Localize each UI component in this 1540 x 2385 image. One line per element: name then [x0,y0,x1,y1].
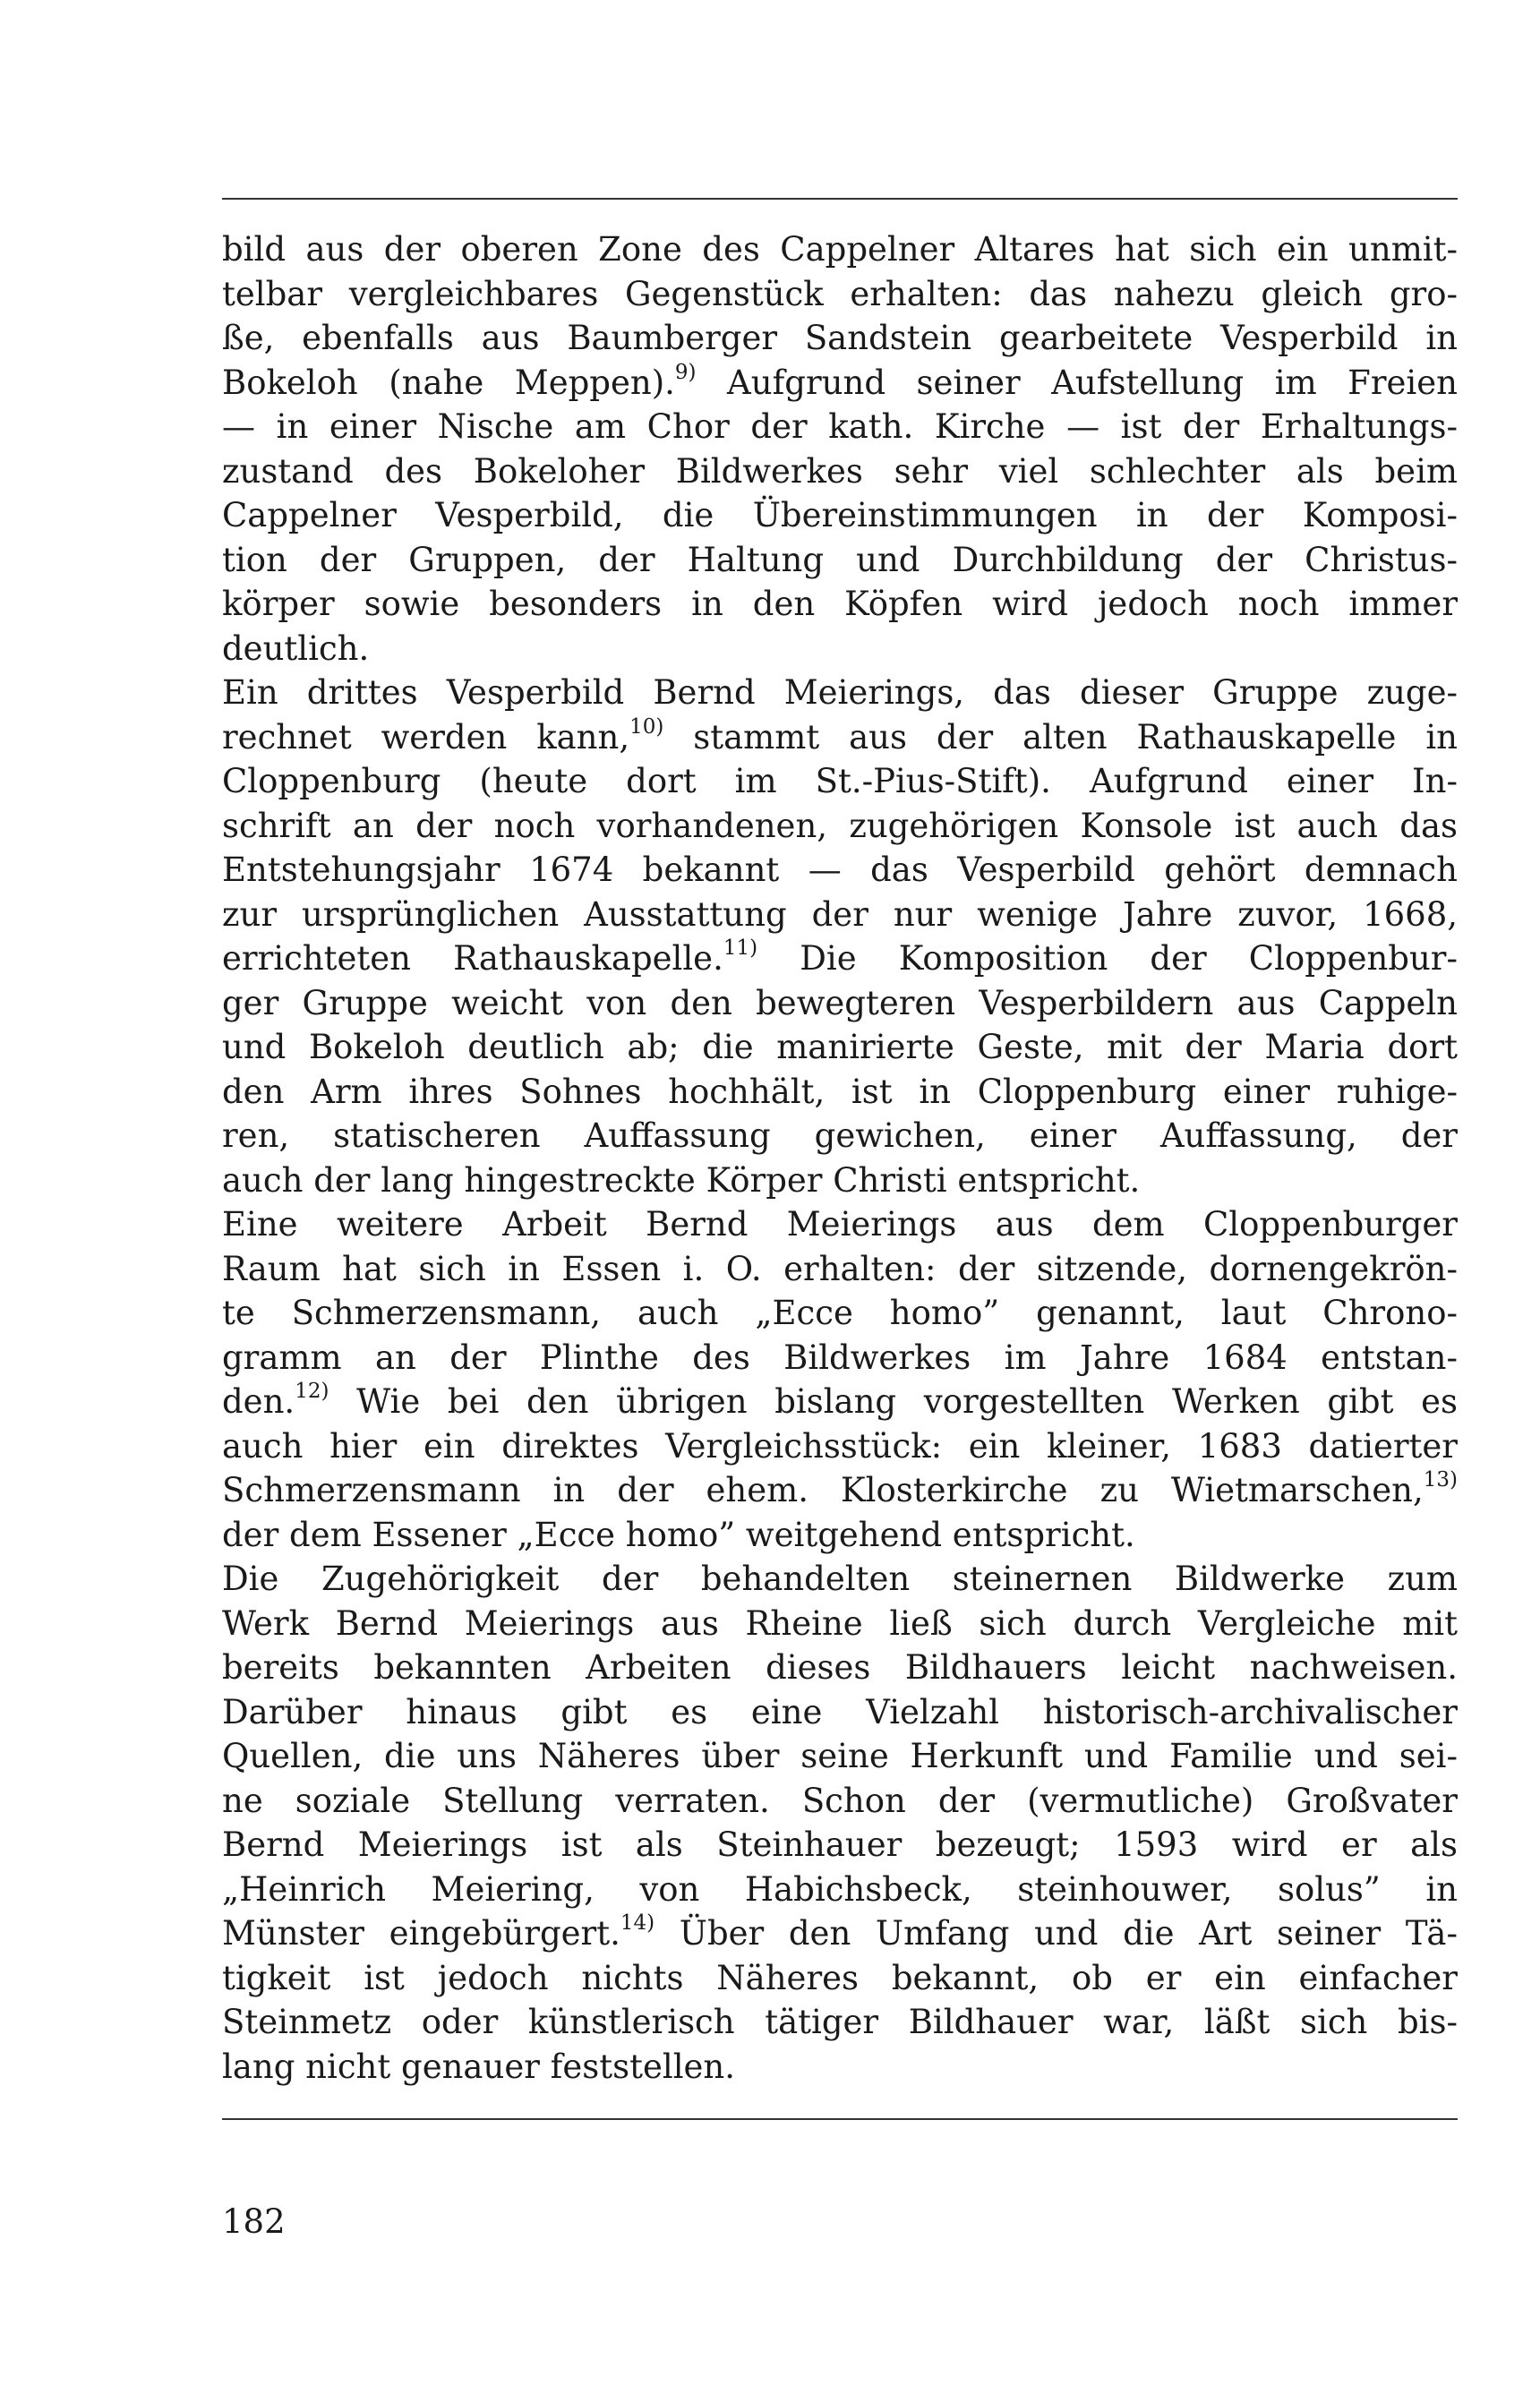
text-segment: Über den Umfang und die Art seiner Tä- [654,1914,1458,1953]
text-line: auch hier ein direktes Vergleichsstück: ein kleiner, 1683 datierter [222,1426,1458,1466]
text-line: Quellen, die uns Näheres über seine Herkunft und Familie und sei- [222,1737,1458,1775]
footnote-reference: 11) [723,936,758,960]
text-line: deutlich. [222,628,370,668]
paragraph [222,227,1458,671]
text-line: Ein drittes Vesperbild Bernd Meierings, das dieser Gruppe zuge- [222,673,1458,712]
text-line: den Arm ihres Sohnes hochhält, ist in Cloppenburg einer ruhige- [222,1072,1458,1111]
text-line [222,936,1458,981]
text-line: gramm an der Plinthe des Bildwerkes im Jahre 1684 entstan- [222,1338,1458,1377]
paragraph [222,671,1458,1202]
footnote-reference: 14) [620,1911,655,1935]
page-number: 182 [222,2202,286,2241]
text-line: Raum hat sich in Essen i. O. erhalten: der sitzende, dornengekrön- [222,1249,1458,1288]
footnote-reference: 9) [674,360,697,384]
text-line: zur ursprünglichen Ausstattung der nur wenige Jahre zuvor, 1668, [222,894,1458,934]
text-line: tion der Gruppen, der Haltung und Durchbildung der Christus- [222,540,1458,579]
text-line: der dem Essener „Ecce homo” weitgehend entspricht. [222,1515,1135,1554]
text-segment: Die Komposition der Cloppenbur- [757,939,1458,978]
text-line: lang nicht genauer feststellen. [222,2047,736,2086]
text-line: bereits bekannten Arbeiten dieses Bildhauers leicht nachweisen. [222,1648,1458,1687]
text-line [222,1468,1458,1513]
text-line: Die Zugehörigkeit der behandelten steinernen Bildwerke zum [222,1560,1458,1598]
text-line: ren, statischeren Auffassung gewichen, einer Auffassung, der [222,1116,1458,1155]
text-line [222,361,1458,406]
footnote-reference: 12) [295,1379,329,1403]
text-line: körper sowie besonders in den Köpfen wird jedoch noch immer [222,585,1458,623]
text-line: Cappelner Vesperbild, die Übereinstimmungen in der Komposi- [222,496,1458,534]
text-line: „Heinrich Meiering, von Habichsbeck, steinhouwer, solus” in [222,1869,1458,1909]
text-segment: stammt aus der alten Rathauskapelle in [663,717,1458,757]
text-line: Eine weitere Arbeit Bernd Meierings aus dem Cloppenburger [222,1205,1458,1244]
text-line: — in einer Nische am Chor der kath. Kirche — ist der Erhaltungs- [222,407,1458,446]
text-line: ger Gruppe weicht von den bewegteren Vesperbildern aus Cappeln [222,983,1458,1022]
text-line: telbar vergleichbares Gegenstück erhalten: das nahezu gleich gro- [222,274,1458,313]
text-segment: Münster eingebürgert. [222,1914,620,1953]
paragraph [222,1202,1458,1557]
text-line: ße, ebenfalls aus Baumberger Sandstein gearbeitete Vesperbild in [222,319,1458,357]
text-segment: rechnet werden kann, [222,717,630,757]
text-line: Bernd Meierings ist als Steinhauer bezeugt; 1593 wird er als [222,1825,1458,1864]
text-segment: Aufgrund seiner Aufstellung im Freien [696,363,1458,402]
text-line: Darüber hinaus gibt es eine Vielzahl historisch-archivalischer [222,1692,1458,1731]
text-segment: errichteten Rathauskapelle. [222,939,723,978]
text-segment: den. [222,1382,295,1421]
text-line: te Schmerzensmann, auch „Ecce homo” genannt, laut Chrono- [222,1294,1458,1332]
text-line: tigkeit ist jedoch nichts Näheres bekannt, ob er ein einfacher [222,1958,1458,1997]
text-line: auch der lang hingestreckte Körper Christi entspricht. [222,1160,1141,1200]
footnote-reference: 10) [629,714,664,739]
top-rule [222,198,1458,200]
text-line: Entstehungsjahr 1674 bekannt — das Vesperbild gehört demnach [222,851,1458,889]
text-line: schrift an der noch vorhandenen, zugehörigen Konsole ist auch das [222,806,1458,845]
text-line: bild aus der oberen Zone des Cappelner Altares hat sich ein unmit- [222,230,1458,269]
footnote-reference: 13) [1423,1467,1458,1492]
text-line: zustand des Bokeloher Bildwerkes sehr viel schlechter als beim [222,451,1458,491]
text-segment: Wie bei den übrigen bislang vorgestellten Werken gibt es [329,1382,1458,1421]
text-line [222,715,1458,760]
bottom-rule [222,2118,1458,2120]
text-line: und Bokeloh deutlich ab; die manirierte Geste, mit der Maria dort [222,1028,1458,1066]
paragraph [222,1557,1458,2089]
text-line [222,1380,1458,1424]
text-line: Werk Bernd Meierings aus Rheine ließ sich durch Vergleiche mit [222,1603,1458,1643]
text-line: Cloppenburg (heute dort im St.-Pius-Stift). Aufgrund einer In- [222,762,1458,800]
body-text [222,227,1458,2089]
text-segment: Bokeloh (nahe Meppen). [222,363,675,402]
text-line: Steinmetz oder künstlerisch tätiger Bildhauer war, läßt sich bis- [222,2003,1458,2041]
text-segment: Schmerzensmann in der ehem. Klosterkirche zu Wietmarschen, [222,1471,1424,1509]
text-line: ne soziale Stellung verraten. Schon der (vermutliche) Großvater [222,1781,1458,1820]
text-line [222,1911,1458,1956]
